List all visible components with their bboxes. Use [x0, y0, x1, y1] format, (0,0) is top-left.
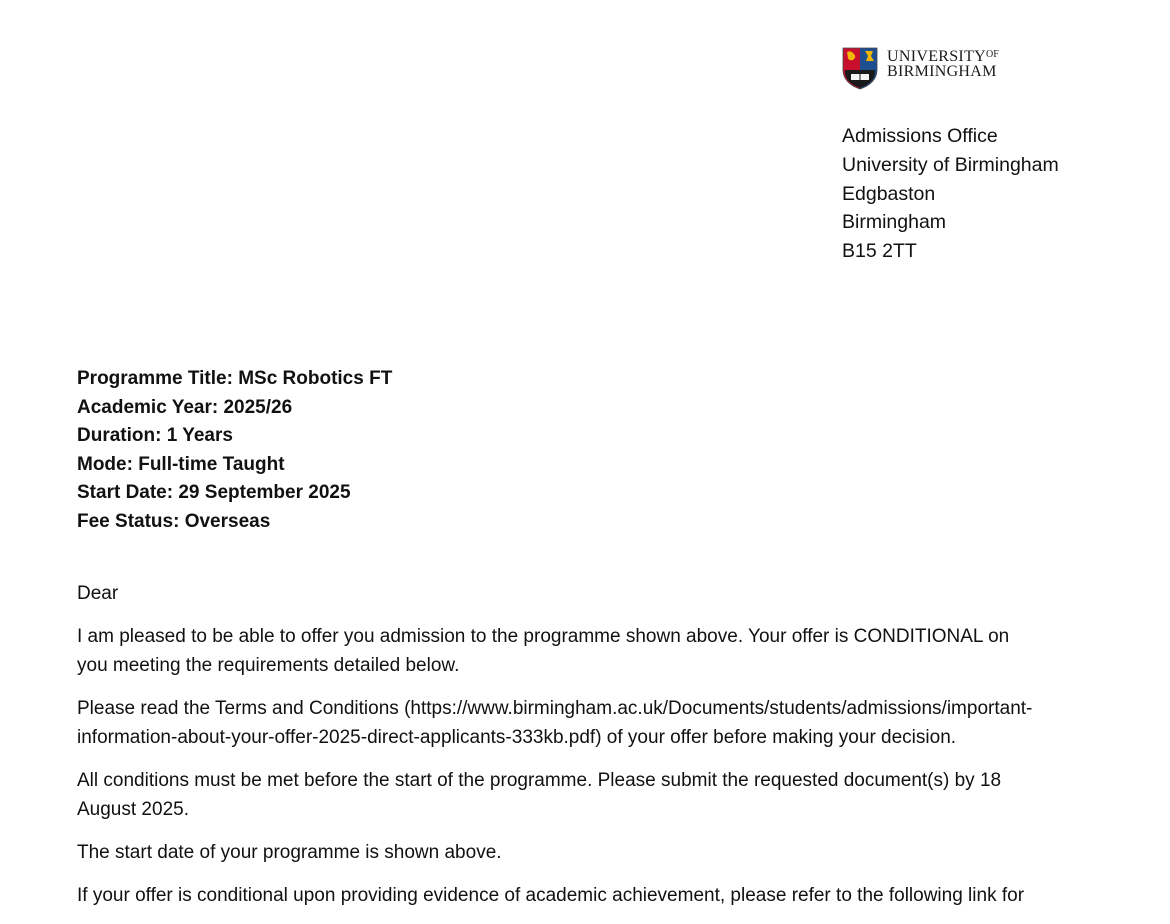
address-line-office: Admissions Office — [842, 125, 998, 147]
paragraph-academic-evidence: If your offer is conditional upon providing evidence of academic achievement, please refer to the following link for — [77, 885, 1025, 906]
address-line-university: University of Birmingham — [842, 153, 1059, 176]
paragraph-offer-line-1: I am pleased to be able to offer you admission to the programme shown above. Your offer is CONDITIONAL on — [77, 626, 1010, 647]
salutation: Dear — [77, 583, 119, 604]
programme-title: Programme Title: MSc Robotics FT — [77, 368, 393, 389]
address-line-postcode: B15 2TT — [842, 240, 917, 263]
address-line-city: Birmingham — [842, 211, 947, 234]
university-logo — [841, 46, 999, 90]
wordmark-university: UNIVERSITY — [887, 48, 986, 65]
wordmark-line-1 — [887, 47, 999, 64]
address-line-area: Edgbaston — [842, 182, 936, 205]
paragraph-terms-line-2: information-about-your-offer-2025-direct-applicants-333kb.pdf) of your offer before making your decision. — [77, 727, 957, 748]
university-wordmark — [887, 46, 999, 79]
fee-status: Fee Status: Overseas — [77, 510, 271, 532]
wordmark-line-2: BIRMINGHAM — [887, 63, 997, 80]
sender-address — [842, 122, 1059, 266]
start-date: Start Date: 29 September 2025 — [77, 482, 351, 504]
paragraph-start-date: The start date of your programme is shown above. — [77, 842, 502, 863]
university-crest-icon — [841, 46, 879, 90]
paragraph-conditions-line-1: All conditions must be met before the start of the programme. Please submit the requested document(s) by 18 — [77, 770, 1002, 791]
paragraph-offer — [77, 622, 1107, 680]
paragraph-conditions-line-2: August 2025. — [77, 799, 189, 820]
duration: Duration: 1 Years — [77, 425, 233, 447]
paragraph-offer-line-2: you meeting the requirements detailed below. — [77, 655, 460, 676]
letter-body — [77, 579, 1107, 924]
programme-details — [77, 365, 392, 537]
paragraph-conditions — [77, 766, 1107, 824]
paragraph-terms-line-1: Please read the Terms and Conditions (https://www.birmingham.ac.uk/Documents/students/admissions/important- — [77, 698, 1033, 719]
academic-year: Academic Year: 2025/26 — [77, 396, 293, 418]
mode: Mode: Full-time Taught — [77, 453, 285, 475]
wordmark-of: OF — [986, 49, 999, 60]
paragraph-terms — [77, 694, 1107, 752]
